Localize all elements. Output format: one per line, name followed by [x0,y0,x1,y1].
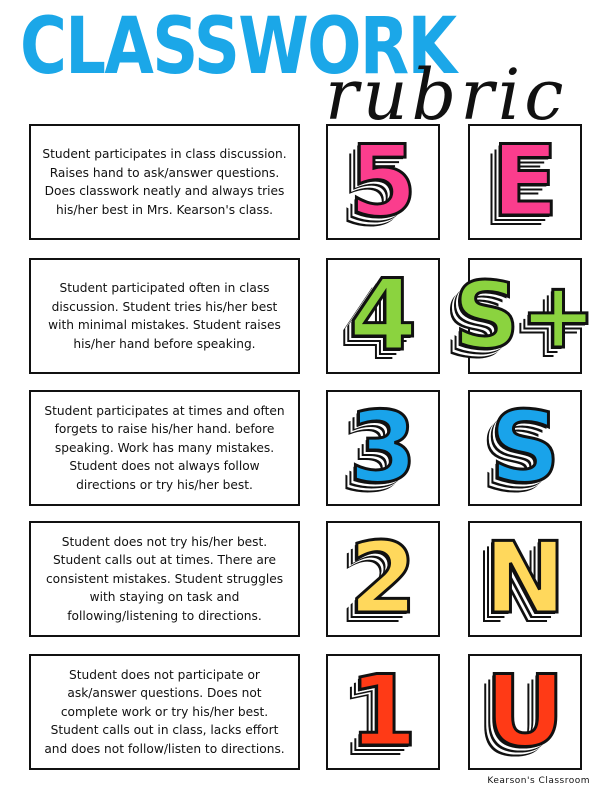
grade-letter: S+ [453,262,597,369]
grade-badge [453,258,597,374]
score-number: 1 [348,655,418,769]
grade-letter: S [489,391,561,505]
page-subtitle: rubric [325,54,568,136]
grade-letter: U [485,655,565,769]
grade-badge [468,521,582,637]
grade-badge [468,124,582,240]
rubric-description: Student participated often in class discussion. Student tries his/her best with minimal mistakes. Student raises his/her hand before speaking. [29,258,300,374]
score-badge [326,390,440,506]
score-number: 4 [348,259,418,373]
grade-badge [468,654,582,770]
rubric-description: Student participates in class discussion. Raises hand to ask/answer questions. Does classwork neatly and always tries his/her best in Mrs. Kearson's class. [29,124,300,240]
score-badge [326,258,440,374]
score-badge [326,521,440,637]
rubric-description: Student does not participate or ask/answer questions. Does not complete work or try his/her best. Student calls out in class, lacks effort and does not follow/listen to directions. [29,654,300,770]
page-title: CLASSWORK [20,2,456,92]
grade-badge [468,390,582,506]
rubric-description: Student participates at times and often forgets to raise his/her hand. before speaking. Work has many mistakes. Student does not always follow directions or try his/her best. [29,390,300,506]
score-badge [326,654,440,770]
grade-letter: E [491,125,559,239]
score-number: 3 [348,391,418,505]
score-badge [326,124,440,240]
grade-letter: N [483,522,567,636]
score-number: 5 [348,125,418,239]
score-number: 2 [348,522,418,636]
footer-credit: Kearson's Classroom [487,776,590,786]
rubric-description: Student does not try his/her best. Student calls out at times. There are consistent mistakes. Student struggles with staying on task and following/listening to directions. [29,521,300,637]
